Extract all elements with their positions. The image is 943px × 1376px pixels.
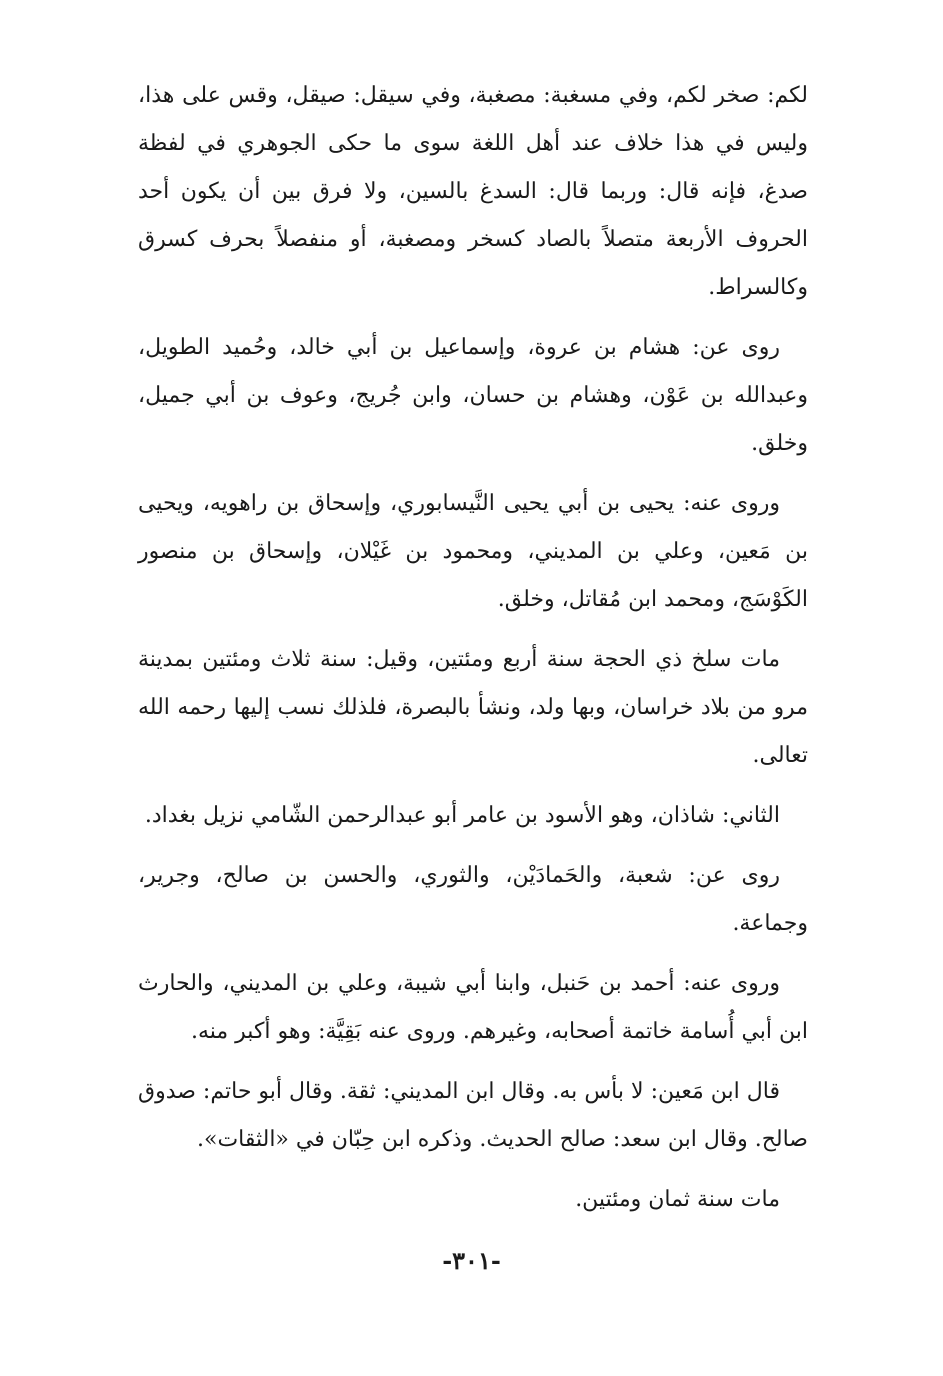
paragraph-continuation: لكم: صخر لكم، وفي مسغبة: مصغبة، وفي سيقل: صيقل، وقس على هذا، وليس في هذا خلاف عند أهل اللغة سوى ما حكى الجوهري في لفظة صدغ، فإنه قال: وربما قال: السدغ بالسين، ولا فرق بين أن يكون أحد الحروف الأربعة متصلاً بالصاد كسخر ومصغبة، أو منفصلاً بحرف كسرق وكالسراط.: [138, 83, 808, 300]
page-number: -٣٠١-: [442, 1246, 501, 1275]
paragraph-narrated-from: روى عن: هشام بن عروة، وإسماعيل بن أبي خالد، وحُميد الطويل، وعبدالله بن عَوْن، وهشام بن حسان، وابن جُريج، وعوف بن أبي جميل، وخلق.: [138, 335, 808, 456]
paragraph-narrated-from-2: روى عن: شعبة، والحَمادَيْن، والثوري، والحسن بن صالح، وجرير، وجماعة.: [138, 863, 808, 936]
page-body: [138, 72, 808, 1236]
paragraph-narrated-by-2: وروى عنه: أحمد بن حَنبل، وابنا أبي شيبة، وعلي بن المديني، والحارث ابن أبي أُسامة خاتمة أصحابه، وغيرهم. وروى عنه بَقِيَّة: وهو أكبر منه.: [138, 971, 808, 1044]
paragraph-narrated-by: وروى عنه: يحيى بن أبي يحيى النَّيسابوري، وإسحاق بن راهويه، ويحيى بن مَعين، وعلي بن المديني، ومحمود بن غَيْلان، وإسحاق بن منصور الكَوْسَج، ومحمد ابن مُقاتل، وخلق.: [138, 491, 808, 612]
paragraph-second-entry: الثاني: شاذان، وهو الأسود بن عامر أبو عبدالرحمن الشّامي نزيل بغداد.: [144, 803, 780, 828]
paragraph-death: مات سلخ ذي الحجة سنة أربع ومئتين، وقيل: سنة ثلاث ومئتين بمدينة مرو من بلاد خراسان، وبها ولد، ونشأ بالبصرة، فلذلك نسب إليها رحمه الله تعالى.: [138, 647, 808, 768]
paragraph-assessment: قال ابن مَعين: لا بأس به. وقال ابن المديني: ثقة. وقال أبو حاتم: صدوق صالح. وقال ابن سعد: صالح الحديث. وذكره ابن حِبّان في «الثقات».: [138, 1079, 808, 1152]
paragraph-death-2: مات سنة ثمان ومئتين.: [575, 1187, 780, 1212]
